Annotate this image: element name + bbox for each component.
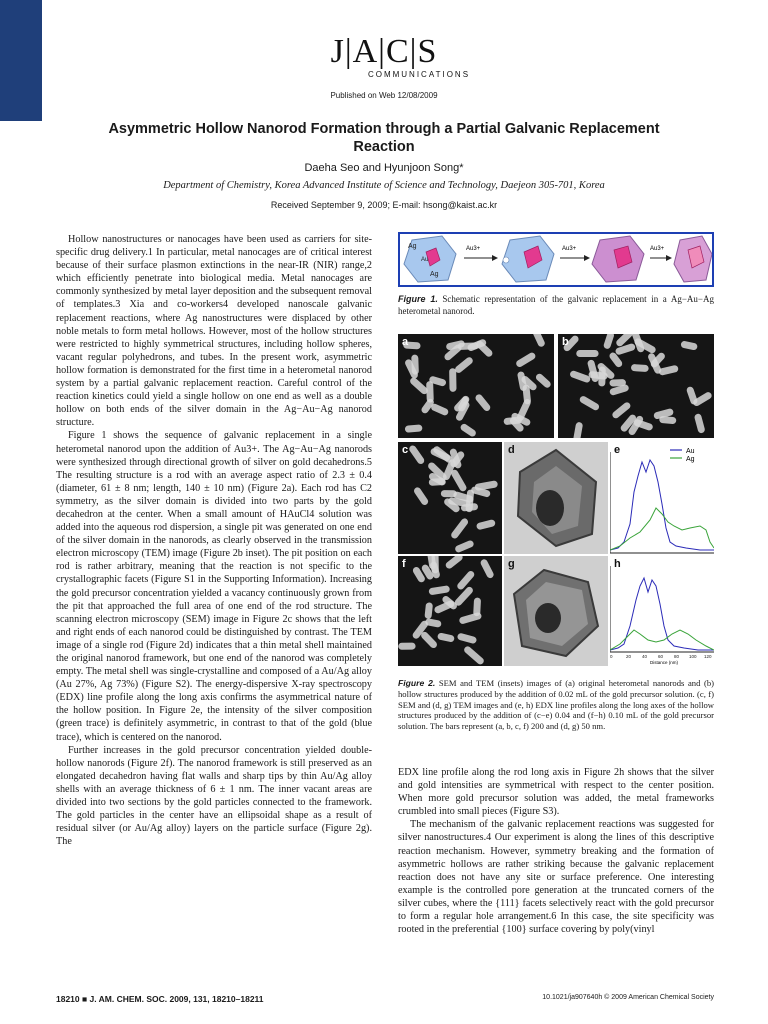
nanorod [631,364,649,372]
nanorod [405,424,423,432]
nanorod [432,556,439,573]
fig1-arrow-label: Au3+ [466,246,481,252]
panel-label: d [508,444,515,456]
figure-1-caption [398,294,714,317]
nanorod [444,556,464,570]
panel-e-edx [610,442,714,554]
article-received: Received September 9, 2009; E-mail: hsong@kaist.ac.kr [270,200,498,210]
panel-label: g [508,558,515,570]
nanorod [458,342,479,350]
nanorod [398,643,415,650]
nanorod [532,334,546,348]
nanorod [576,350,598,357]
nanorod [680,340,698,350]
panel-label: a [402,336,409,348]
nanorod [686,386,699,406]
nanorod [437,632,455,642]
panel-label: h [614,558,621,570]
tem-rod-d [504,442,608,554]
nanorod [441,490,457,497]
paragraph: The mechanism of the galvanic replacement reactions was suggested for silver nanostructures.4 Our experiment is along the lines of this descriptive reaction mechanism. However, symmetry breaking and the formation of asymmetric hollows are rather striking because the galvanic replacement reaction does not have any site or surface preference. One interesting example is the controlled pore generation at the truncated corners of the silver cubes, where the {111} facets selectively react with the gold precursor to form a regular hole arrangement.6 In this case, the site specificity was rooted in the preferential {100} surface covering by poly(vinyl [398,819,714,936]
figure-2 [398,334,714,666]
nanorod [658,365,679,376]
nanorod [569,370,591,384]
x-tick: 0 [610,654,613,659]
panel-g-tem [504,556,608,666]
nanorod [476,519,496,530]
panel-label: f [402,558,406,570]
fig1-label-ag1: Ag [408,243,417,250]
x-tick: 120 [704,654,712,659]
paragraph: Figure 1 shows the sequence of galvanic replacement in a single heterometal nanorod upon the addition of Au3+. The Ag−Au−Ag nanorods were synthesized through directional growth of silver on gold decahedrons.5 The resulting structure is a rod with an average aspect ratio of 2.3 ± 0.4 (diameter, 61 ± 8 nm; length, 140 ± 10 nm) (Figure 2a). Each rod has C2 symmetry, as the silver domain is divided into two parts by the gold decahedron at the center. When a small amount of HAuCl4 solution was added into the aqueous rod dispersion, a single pit was generated on one end of the silver domain in the nanorods, as clearly observed in the transmission electron microscopy (TEM) image (Figure 2b inset). The pit position on each rod is rather arbitrary, meaning that the reaction is not specific to the crystallographic facets (Figure S1 in the Supporting Information). Increasing the gold precursor concentration yielded a vacancy continuously grown from the pit that approached the full area of one end of the rod structure. The scanning electron microscopy (SEM) image in Figure 2c shows that the left and right ends of each nanorod could be distinguished by contrast. The TEM image of a single rod (Figure 2d) indicates that a thin metal shell maintained the original nanorod framework, but one end of the nanorod was completely empty. The metal shell was single-crystalline and composed of a Au/Ag alloy (Au 27%, Ag 73%) (Figure S2). The energy-dispersive X-ray spectroscopy (EDX) line profile along the long axis confirms the asymmetrical nature of the hollow position. In Figure 2e, the intensity of the silver composition (green trace) is definitely asymmetric, in contrast to that of the gold (blue trace), which is centered on the nanorod. [56,430,372,743]
body-right-column [398,766,714,976]
panel-label: e [614,444,621,456]
nanorod [450,517,470,540]
nanorod [479,558,494,579]
paragraph: Further increases in the gold precursor concentration yielded double-hollow nanorods (Figure 2f). The nanorod framework is still preserved as an elongated decahedron having flat walls and sharp tips by thin Au/Ag alloy shells with an average thickness of 6 ± 1 nm. The inner vacant areas are divided into two sections by the gold particles connected to the framework. The gold particles in the center have an ellipsoidal shape as a result of residual silver (or Au/Ag alloy) layers on the particle surface (Figure 2g). The [56,744,372,848]
logo-main: J|A|C|S [330,33,438,70]
x-tick: 80 [674,654,680,659]
figure-1-caption-text: Schematic representation of the galvanic replacement in a Ag−Au−Ag heterometal nanorod. [398,294,715,316]
legend-au: Au [686,448,695,455]
figure-1-label: Figure 1. [398,294,438,304]
nanorod [578,395,600,412]
nanorod [409,376,429,395]
panel-d-tem [504,442,608,554]
nanorod [424,602,433,619]
nanorod [413,486,430,506]
article-authors: Daeha Seo and Hyunjoon Song* [304,162,464,174]
x-tick: 40 [642,654,648,659]
panel-h-edx [610,556,714,666]
article-title: Asymmetric Hollow Nanorod Formation through a Partial Galvanic Replacement Reaction [108,121,660,155]
nanorod [454,539,475,553]
publish-date: Published on Web 12/08/2009 [330,91,438,100]
nanorod [463,645,486,666]
nanorods-c [398,442,502,554]
edx-plot-h [610,556,714,666]
figure-2-caption-text: SEM and TEM (insets) images of (a) original heterometal nanorods and (b) hollow structures produced by the addition of 0.02 mL of the gold precursor solution. (c, f) SEM and (d, g) TEM images and (e, h) EDX line profiles along the long axes of the hollow structures produced by the addition of (c−e) 0.04 and (f−h) 0.10 mL of the gold precursor solution. The bars represent (a, b, c, f) 200 and (d, g) 50 nm. [398,678,714,732]
panel-b-sem [558,334,714,438]
body-left-column [56,233,372,975]
paragraph: Hollow nanostructures or nanocages have been used as carriers for site-specific drug delivery.1 In particular, metal nanocages are of critical interest because of their surface plasmon extinctions in the near-IR (NIR) range,2 which efficiently penetrate into biological media. Metal nanocages are commonly synthesized by metal layer deposition and the subsequent removal of templates.3 Xia and co-workers4 developed nanoscale galvanic replacement reactions, where Ag nanostructures were displaced by other noble metals to form metal hollows. However, most of the hollow structures were restricted to highly symmetrical structures, including hollow spheres, vacant regular polyhedrons, and tubes. In the present work, asymmetric hollow formation is demonstrated for the first time in a heterometal nanorod system by a partial galvanic replacement reaction. Careful control of the reaction kinetics could yield a single hollow on one end as well as a double hollow on both ends of the silver domain in the Ag−Au−Ag nanorod structure. [56,234,372,429]
panel-f-sem [398,556,502,666]
footer-doi: 10.1021/ja907640h © 2009 American Chemical Society [542,994,714,1001]
nanorod [449,368,456,392]
x-tick: 100 [689,654,697,659]
journal-logo [0,34,768,79]
nanorod [609,379,626,387]
figure-2-label: Figure 2. [398,678,436,688]
paragraph: EDX line profile along the rod long axis in Figure 2h shows that the silver and gold intensities are symmetrical with respect to the center position. When more gold precursor solution was added, the metal frameworks crumbled into small pieces (Figure S3). [398,767,714,818]
nanorod [408,444,426,465]
nanorod [450,469,468,493]
nanorod [457,632,478,644]
x-tick: 20 [626,654,632,659]
logo-sub: COMMUNICATIONS [367,70,471,79]
nanorod [459,423,477,438]
nanorods-f [398,556,502,666]
nanorod [456,570,476,591]
panel-a-sem [398,334,554,438]
nanorod [411,355,419,375]
x-tick: 60 [658,654,664,659]
panel-label: b [562,336,569,348]
nanorod [573,422,583,438]
legend-ag: Ag [686,456,695,463]
nanorod [428,585,450,595]
nanorod [603,334,615,350]
figure-2-caption [398,678,714,732]
nanorod [515,351,537,368]
nanorod [453,585,474,607]
nanorod [454,356,475,374]
panel-c-sem [398,442,502,554]
nanorod [659,416,677,424]
panel-label: c [402,444,409,456]
nanorod [611,401,632,420]
figure-1-scheme [398,232,714,287]
nanorods-b [558,334,714,438]
footer-citation: 18210 ■ J. AM. CHEM. SOC. 2009, 131, 18210–18211 [56,994,264,1004]
article-affiliation: Department of Chemistry, Korea Advanced Institute of Science and Technology, Daejeon 305-701, Korea [163,180,605,191]
edx-plot-e [610,442,714,554]
nanorods-a [398,334,554,438]
fig1-arrow-label: Au3+ [650,246,665,252]
nanorod [474,393,492,412]
nanorod [694,413,706,434]
tem-rod-g [504,556,608,666]
fig1-arrow-label: Au3+ [562,246,577,252]
nanorod [535,372,553,389]
nanorod [429,478,446,486]
x-axis-label: Distance (nm) [650,660,679,665]
fig1-label-au: Au [421,257,429,263]
fig1-label-ag2: Ag [430,271,439,278]
nanorod [473,597,481,616]
nanorod [420,630,439,649]
